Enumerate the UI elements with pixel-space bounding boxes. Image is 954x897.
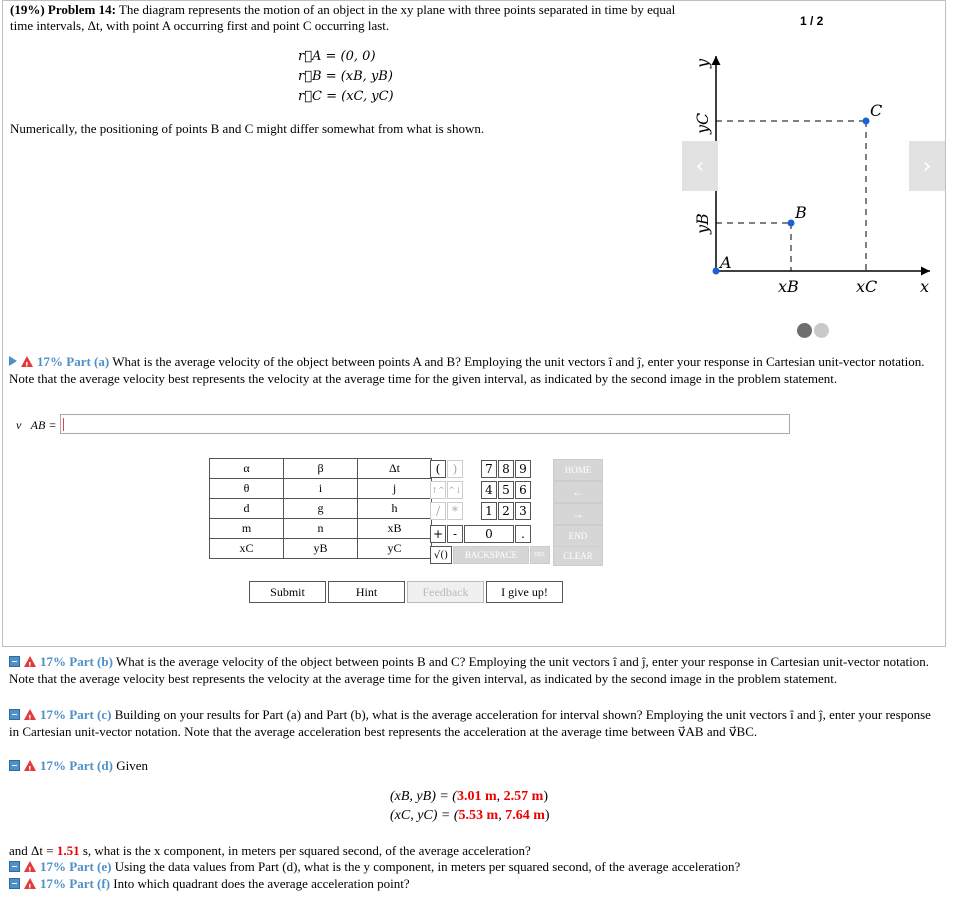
key-m[interactable]: m <box>210 519 284 539</box>
label-yc: yC <box>693 112 712 134</box>
key-del[interactable]: DEL <box>530 546 550 564</box>
key-theta[interactable]: θ <box>210 479 284 499</box>
label-xc: xC <box>856 277 878 296</box>
part-b <box>9 653 939 687</box>
part-b-text: What is the average velocity of the object between points B and C? Employing the unit vectors î and ĵ, enter your response in Cartesian unit-vector notation. Note that the average velocity best represents the velocity at the average time for the given interval, as indicated by the second image in the problem statement. <box>9 654 929 686</box>
collapse-icon[interactable] <box>9 656 20 667</box>
warning-icon <box>24 656 36 667</box>
key-sqrt[interactable]: √() <box>430 546 452 564</box>
key-alpha[interactable]: α <box>210 459 284 479</box>
part-e <box>9 858 939 875</box>
key-paren-open[interactable]: ( <box>430 460 446 478</box>
key-3[interactable]: 3 <box>515 502 531 520</box>
equation-rb: r⃗B = (xB, yB) <box>298 69 393 84</box>
point-b <box>788 220 795 227</box>
key-paren-close[interactable]: ) <box>447 460 463 478</box>
give-up-button[interactable]: I give up! <box>486 581 563 603</box>
key-8[interactable]: 8 <box>498 460 514 478</box>
warning-icon <box>24 760 36 771</box>
point-c <box>863 118 870 125</box>
point-a <box>713 268 720 275</box>
part-c <box>9 706 939 740</box>
equation-ra: r⃗A = (0, 0) <box>298 49 376 64</box>
key-right[interactable]: → <box>553 503 603 525</box>
expand-icon[interactable] <box>9 356 17 366</box>
given-c: (xC, yC) = (5.53 m, 7.64 m) <box>390 808 550 823</box>
problem-note: Numerically, the positioning of points B and C might differ somewhat from what is shown. <box>10 121 485 136</box>
part-d-title: 17% Part (d) <box>40 758 113 773</box>
collapse-icon[interactable] <box>9 760 20 771</box>
dt-suffix: s, what is the x component, in meters per squared second, of the average acceleration? <box>79 843 531 858</box>
value-dt: 1.51 <box>56 843 80 858</box>
part-a-title: 17% Part (a) <box>37 354 110 369</box>
collapse-icon[interactable] <box>9 878 20 889</box>
key-minus[interactable]: - <box>447 525 463 543</box>
key-clear[interactable]: CLEAR <box>553 546 603 566</box>
value-xc: 5.53 m <box>458 808 499 823</box>
key-6[interactable]: 6 <box>515 481 531 499</box>
answer-input[interactable] <box>60 414 790 434</box>
part-c-title: 17% Part (c) <box>40 707 112 722</box>
key-2[interactable]: 2 <box>498 502 514 520</box>
warning-icon <box>24 878 36 889</box>
given-b-label: (xB, yB) = ( <box>390 789 457 804</box>
part-d <box>9 757 939 774</box>
part-f-title: 17% Part (f) <box>40 876 111 891</box>
given-b: (xB, yB) = (3.01 m, 2.57 m) <box>390 789 548 804</box>
part-c-text: Building on your results for Part (a) and Part (b), what is the average acceleration for interval shown? Employing the unit vectors î and ĵ, enter your response in Cartesian unit-vector notation. Note that the average acceleration best represents the acceleration at the average time between v⃗AB and v⃗BC. <box>9 707 931 739</box>
motion-diagram <box>680 40 944 300</box>
gallery-dot[interactable] <box>814 323 829 338</box>
problem-statement <box>10 2 680 34</box>
gallery-dot-active[interactable] <box>797 323 812 338</box>
label-x: x <box>920 277 930 296</box>
key-dot[interactable]: . <box>515 525 531 543</box>
value-xb: 3.01 m <box>456 789 497 804</box>
label-a: A <box>720 253 732 272</box>
key-n[interactable]: n <box>284 519 358 539</box>
value-yb: 2.57 m <box>503 789 544 804</box>
key-yb[interactable]: yB <box>284 539 358 559</box>
collapse-icon[interactable] <box>9 861 20 872</box>
key-xb[interactable]: xB <box>358 519 432 539</box>
label-xb: xB <box>778 277 799 296</box>
key-left[interactable]: ← <box>553 481 603 503</box>
key-j[interactable]: j <box>358 479 432 499</box>
part-f-text: Into which quadrant does the average acceleration point? <box>113 876 410 891</box>
key-i[interactable]: i <box>284 479 358 499</box>
gallery-pager: 1 / 2 <box>800 14 824 28</box>
key-9[interactable]: 9 <box>515 460 531 478</box>
variable-keypad <box>209 458 432 559</box>
key-beta[interactable]: β <box>284 459 358 479</box>
warning-icon <box>21 356 33 367</box>
part-e-text: Using the data values from Part (d), what is the y component, in meters per squared second, of the average acceleration? <box>114 859 741 874</box>
part-a-text: What is the average velocity of the object between points A and B? Employing the unit vectors î and ĵ, enter your response in Cartesian unit-vector notation. Note that the average velocity best represents the velocity at the average time for the given interval, as indicated by the second image in the problem statement. <box>9 354 925 386</box>
hint-button[interactable]: Hint <box>328 581 405 603</box>
part-e-title: 17% Part (e) <box>40 859 112 874</box>
given-c-label: (xC, yC) = ( <box>390 808 459 823</box>
label-c: C <box>870 101 883 120</box>
part-f <box>9 875 939 892</box>
dt-prefix: and Δt = <box>9 843 57 858</box>
label-yb: yB <box>693 213 712 234</box>
part-d-given: Given <box>116 758 148 773</box>
key-1[interactable]: 1 <box>481 502 497 520</box>
part-d-question <box>9 842 939 859</box>
key-slash[interactable]: / <box>430 502 446 520</box>
key-backspace[interactable]: BACKSPACE <box>453 546 529 564</box>
key-7[interactable]: 7 <box>481 460 497 478</box>
answer-label: v⃗AB = <box>16 418 57 432</box>
key-h[interactable]: h <box>358 499 432 519</box>
problem-header: (19%) Problem 14: <box>10 2 116 17</box>
key-plus[interactable]: + <box>430 525 446 543</box>
key-g[interactable]: g <box>284 499 358 519</box>
value-yc: 7.64 m <box>505 808 545 823</box>
key-delta-t[interactable]: Δt <box>358 459 432 479</box>
key-d[interactable]: d <box>210 499 284 519</box>
warning-icon <box>24 709 36 720</box>
key-5[interactable]: 5 <box>498 481 514 499</box>
collapse-icon[interactable] <box>9 709 20 720</box>
key-4[interactable]: 4 <box>481 481 497 499</box>
key-xc[interactable]: xC <box>210 539 284 559</box>
feedback-button[interactable]: Feedback <box>407 581 484 603</box>
submit-button[interactable]: Submit <box>249 581 326 603</box>
gallery-next-button[interactable]: › <box>909 141 945 191</box>
gallery-prev-button[interactable]: ‹ <box>682 141 718 191</box>
key-caret[interactable]: ^↓ <box>447 481 463 499</box>
part-a <box>9 353 939 387</box>
part-b-title: 17% Part (b) <box>40 654 113 669</box>
key-0[interactable]: 0 <box>464 525 514 543</box>
key-up[interactable]: ↑^ <box>430 481 446 499</box>
key-end[interactable]: END <box>553 525 603 547</box>
key-star[interactable]: * <box>447 502 463 520</box>
label-y: y <box>693 58 712 68</box>
equation-rc: r⃗C = (xC, yC) <box>298 89 394 104</box>
warning-icon <box>24 861 36 872</box>
key-yc[interactable]: yC <box>358 539 432 559</box>
label-b: B <box>795 203 807 222</box>
key-home[interactable]: HOME <box>553 459 603 481</box>
problem-text: The diagram represents the motion of an object in the xy plane with three points separated in time by equal time intervals, Δt, with point A occurring first and point C occurring last. <box>10 2 676 33</box>
